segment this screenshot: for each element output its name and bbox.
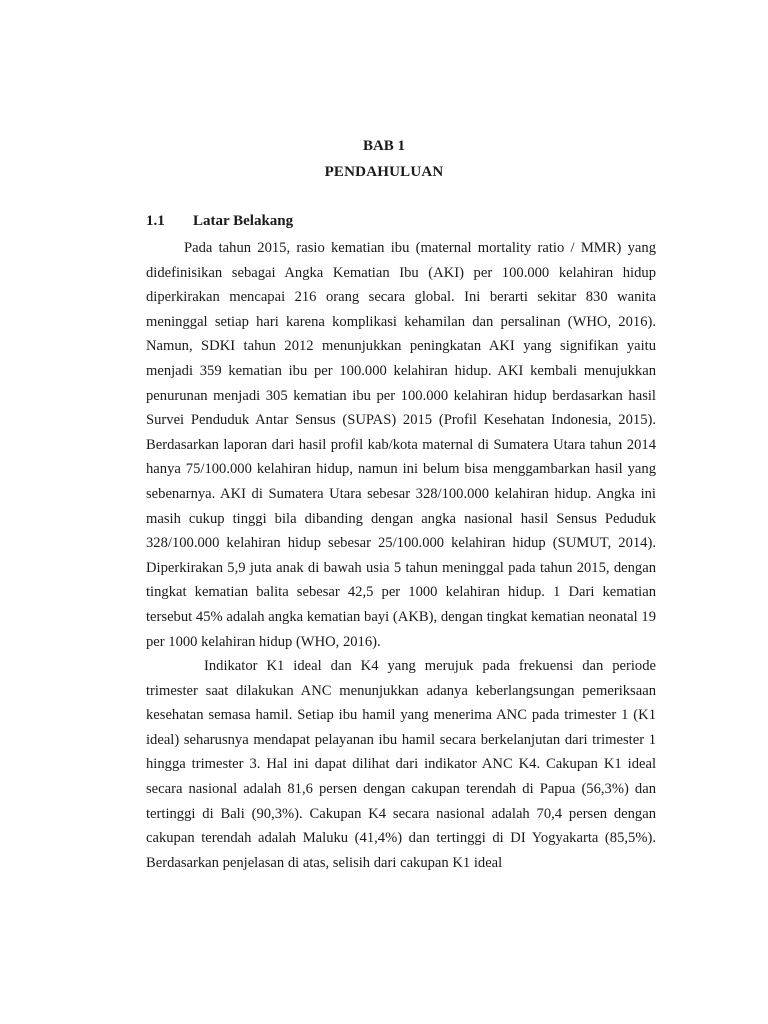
chapter-title: PENDAHULUAN xyxy=(324,164,444,180)
body-text xyxy=(146,236,656,875)
section-title: Latar Belakang xyxy=(193,213,294,229)
chapter-number: BAB 1 xyxy=(362,138,406,154)
paragraph: Pada tahun 2015, rasio kematian ibu (maternal mortality ratio / MMR) yang didefinisikan sebagai Angka Kematian Ibu (AKI) per 100.000 kelahiran hidup diperkirakan mencapai 216 orang secara global. Ini berarti sekitar 830 wanita meninggal setiap hari karena komplikasi kehamilan dan persalinan (WHO, 2016). Namun, SDKI tahun 2012 menunjukkan peningkatan AKI yang signifikan yaitu menjadi 359 kematian ibu per 100.000 kelahiran hidup. AKI kembali menujukkan penurunan menjadi 305 kematian ibu per 100.000 kelahiran hidup berdasarkan hasil Survei Penduduk Antar Sensus (SUPAS) 2015 (Profil Kesehatan Indonesia, 2015). Berdasarkan laporan dari hasil profil kab/kota maternal di Sumatera Utara tahun 2014 hanya 75/100.000 kelahiran hidup, namun ini belum bisa menggambarkan hasil yang sebenarnya. AKI di Sumatera Utara sebesar 328/100.000 kelahiran hidup. Angka ini masih cukup tinggi bila dibanding dengan angka nasional hasil Sensus Peduduk 328/100.000 kelahiran hidup sebesar 25/100.000 kelahiran hidup (SUMUT, 2014). Diperkirakan 5,9 juta anak di bawah usia 5 tahun meninggal pada tahun 2015, dengan tingkat kematian balita sebesar 42,5 per 1000 kelahiran hidup. 1 Dari kematian tersebut 45% adalah angka kematian bayi (AKB), dengan tingkat kematian neonatal 19 per 1000 kelahiran hidup (WHO, 2016). xyxy=(146,240,656,650)
paragraph: Indikator K1 ideal dan K4 yang merujuk pada frekuensi dan periode trimester saat dilakukan ANC menunjukkan adanya keberlangsungan pemeriksaan kesehatan semasa hamil. Setiap ibu hamil yang menerima ANC pada trimester 1 (K1 ideal) seharusnya mendapat pelayanan ibu hamil secara berkelanjutan dari trimester 1 hingga trimester 3. Hal ini dapat dilihat dari indikator ANC K4. Cakupan K1 ideal secara nasional adalah 81,6 persen dengan cakupan terendah di Papua (56,3%) dan tertinggi di Bali (90,3%). Cakupan K4 secara nasional adalah 70,4 persen dengan cakupan terendah adalah Maluku (41,4%) dan tertinggi di DI Yogyakarta (85,5%). Berdasarkan penjelasan di atas, selisih dari cakupan K1 ideal xyxy=(146,658,656,871)
section-heading xyxy=(146,212,293,230)
section-number: 1.1 xyxy=(146,213,165,229)
